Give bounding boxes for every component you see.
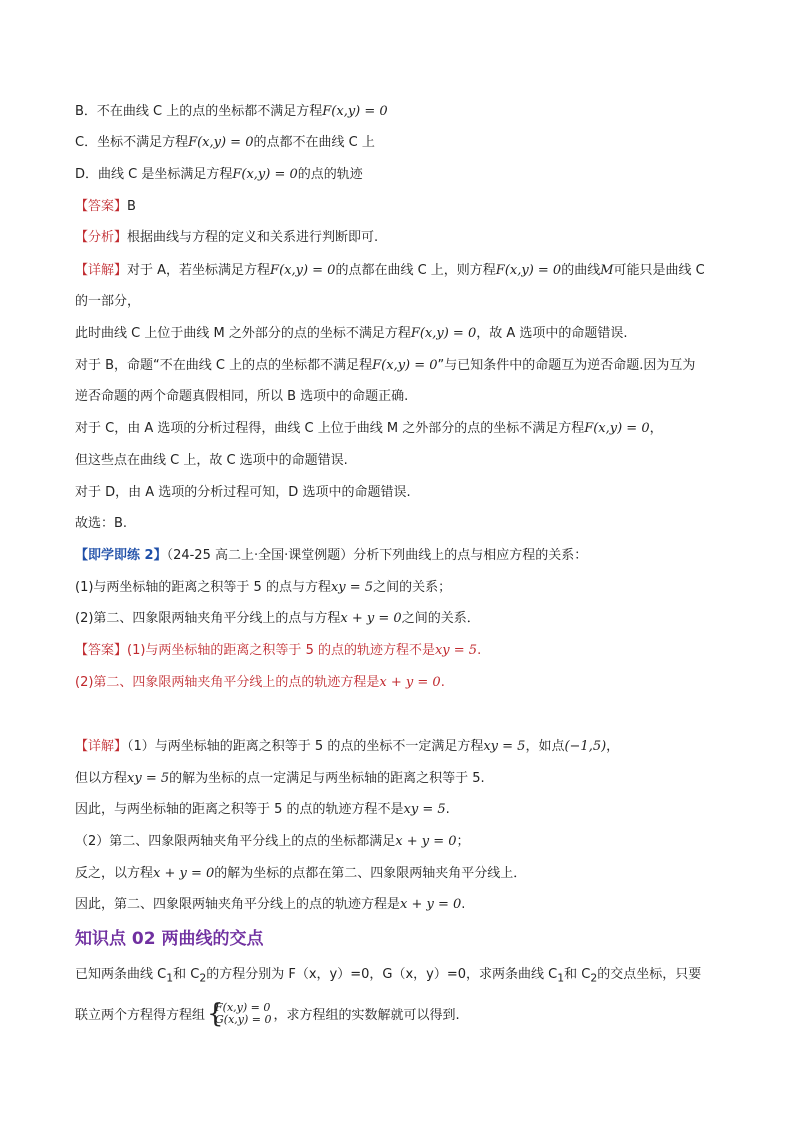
detail-1-line-4: 对于 B，命题“不在曲线 C 上的点的坐标都不满足程F(x,y) = 0”与已知条件中的命题互为逆否命题.因为互为 xyxy=(75,358,696,373)
answer-tag: 【答案】 xyxy=(75,199,128,214)
option-c: C．坐标不满足方程F(x,y) = 0的点都不在曲线 C 上 xyxy=(75,135,375,150)
detail-2-line-6: 因此，第二、四象限两轴夹角平分线上的点的轨迹方程是x + y = 0. xyxy=(75,897,466,912)
detail-1-line-6: 对于 C，由 A 选项的分析过程得，曲线 C 上位于曲线 M 之外部分的点的坐标不满足方程F(x,y) = 0， xyxy=(75,421,663,436)
detail-2-line-3: 因此，与两坐标轴的距离之积等于 5 的点的轨迹方程不是xy = 5. xyxy=(75,802,450,817)
practice-2-q2: (2)第二、四象限两轴夹角平分线上的点与方程x + y = 0之间的关系． xyxy=(75,611,480,626)
detail-2-line-4: （2）第二、四象限两轴夹角平分线上的点的坐标都满足x + y = 0； xyxy=(75,834,470,849)
equation-system xyxy=(207,999,272,1029)
detail-2-line-2: 但以方程xy = 5的解为坐标的点一定满足与两坐标轴的距离之积等于 5. xyxy=(75,771,485,786)
answer-1: 【答案】B xyxy=(75,199,136,214)
system-eq-1: F(x,y) = 0 xyxy=(215,1001,271,1014)
final-line-2: 联立两个方程得方程组 { F(x,y) = 0 G(x,y) = 0 ，求方程组的实数解就可以得到. xyxy=(75,999,460,1029)
detail-1-line-3: 此时曲线 C 上位于曲线 M 之外部分的点的坐标不满足方程F(x,y) = 0，故 A 选项中的命题错误. xyxy=(75,326,628,341)
analysis-1: 【分析】根据曲线与方程的定义和关系进行判断即可. xyxy=(75,230,379,245)
analysis-tag: 【分析】 xyxy=(75,230,128,245)
detail-1-line-2: 的一部分， xyxy=(75,294,141,309)
detail-1-line-5: 逆否命题的两个命题真假相同，所以 B 选项中的命题正确. xyxy=(75,389,409,404)
system-eq-2: G(x,y) = 0 xyxy=(215,1013,272,1026)
answer-2-line-2: (2)第二、四象限两轴夹角平分线上的点的轨迹方程是x + y = 0. xyxy=(75,675,445,690)
final-line-1: 已知两条曲线 $C_1$和 $C_2$的方程分别为 F（x，y）=0，G（x，y）=0，求两条曲线 $C_1$和 $C_2$的交点坐标，只要 xyxy=(75,967,702,985)
answer-2-line-1: 【答案】(1)与两坐标轴的距离之积等于 5 的点的轨迹方程不是xy = 5. xyxy=(75,643,482,658)
practice-2-q1: (1)与两坐标轴的距离之积等于 5 的点与方程xy = 5之间的关系； xyxy=(75,580,452,595)
option-d: D．曲线 C 是坐标满足方程F(x,y) = 0的点的轨迹 xyxy=(75,167,363,182)
practice-tag: 【即学即练 2】 xyxy=(75,548,167,563)
detail-2-line-5: 反之，以方程x + y = 0的解为坐标的点都在第二、四象限两轴夹角平分线上． xyxy=(75,866,527,881)
detail-2-line-1: 【详解】（1）与两坐标轴的距离之积等于 5 的点的坐标不一定满足方程xy = 5，如点(−1,5)， xyxy=(75,739,620,754)
answer-tag: 【答案】 xyxy=(75,643,128,658)
brace-icon: { xyxy=(207,999,224,1029)
detail-1-line-8: 对于 D，由 A 选项的分析过程可知，D 选项中的命题错误. xyxy=(75,485,411,500)
detail-tag: 【详解】 xyxy=(75,739,128,754)
detail-tag: 【详解】 xyxy=(75,263,128,278)
detail-1-line-7: 但这些点在曲线 C 上，故 C 选项中的命题错误. xyxy=(75,453,348,468)
option-b: B．不在曲线 C 上的点的坐标都不满足方程F(x,y) = 0 xyxy=(75,104,388,119)
detail-1-line-1: 【详解】对于 A，若坐标满足方程F(x,y) = 0的点都在曲线 C 上，则方程F(x,y) = 0的曲线M可能只是曲线 C xyxy=(75,263,705,278)
practice-2-header: 【即学即练 2】（24-25 高二上·全国·课堂例题）分析下列曲线上的点与相应方程的关系： xyxy=(75,548,588,563)
detail-1-line-9: 故选：B. xyxy=(75,516,128,531)
section-heading: 知识点 02 两曲线的交点 xyxy=(75,929,264,949)
